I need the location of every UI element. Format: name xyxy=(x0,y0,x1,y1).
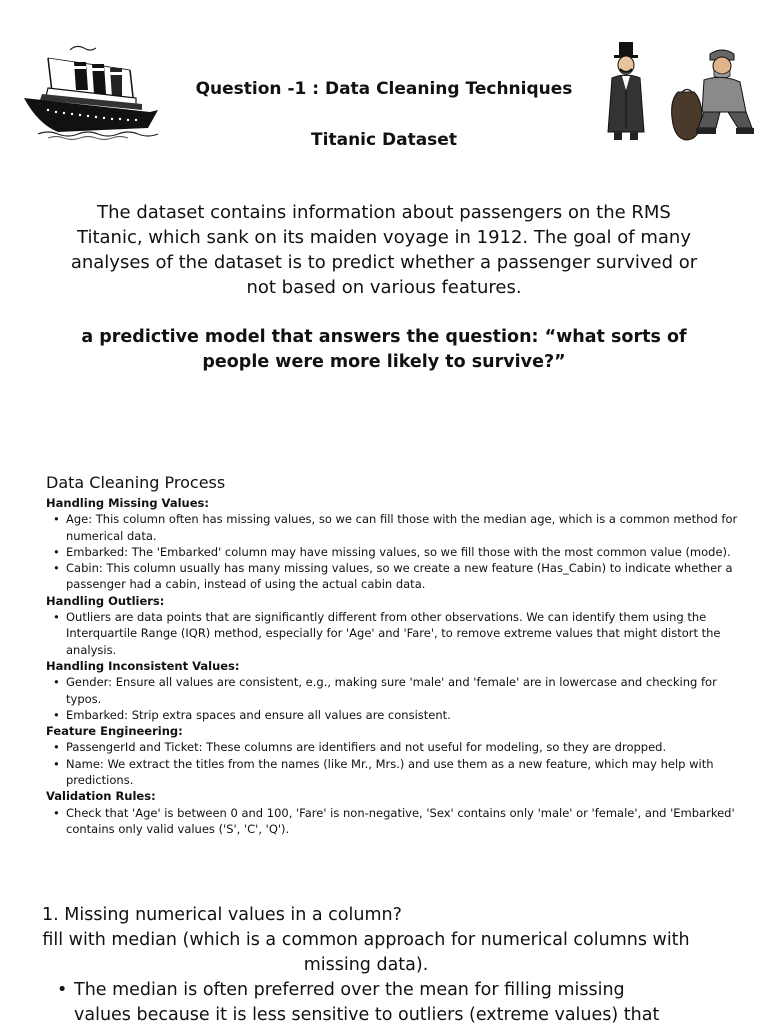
section-heading-outliers: Handling Outliers: xyxy=(46,593,165,608)
passengers-illustration xyxy=(600,40,756,144)
section-heading-feature-engineering: Feature Engineering: xyxy=(46,724,183,739)
page-title: Question -1 : Data Cleaning Techniques xyxy=(195,79,573,99)
answer-text: fill with median (which is a common approach for numerical columns with missing data). xyxy=(42,930,690,975)
question-one-answer xyxy=(42,903,722,1028)
list-item: • Gender: Ensure all values are consistent, e.g., making sure 'male' and 'female' are in lowercase and checking for typos. xyxy=(66,674,746,707)
intro-paragraph: The dataset contains information about passengers on the RMS Titanic, which sank on its maiden voyage in 1912. The goal of many analyses of the dataset is to predict whether a passenger survived or not based on various features. xyxy=(70,202,698,298)
worker-figure xyxy=(696,50,754,134)
numbered-question: 1. Missing numerical values in a column? xyxy=(42,905,402,925)
answer-bullets xyxy=(42,978,722,1028)
ship-illustration xyxy=(18,40,164,140)
list-item: • Embarked: The 'Embarked' column may have missing values, so we fill those with the most common value (mode). xyxy=(66,544,746,560)
page-subtitle: Titanic Dataset xyxy=(311,130,457,150)
validation-rules-list xyxy=(46,805,746,838)
section-heading-validation-rules: Validation Rules: xyxy=(46,789,156,804)
list-item: • PassengerId and Ticket: These columns are identifiers and not useful for modeling, so they are dropped. xyxy=(66,739,746,755)
list-item: • Outliers are data points that are significantly different from other observations. We can identify them using the Interquartile Range (IQR) method, especially for 'Age' and 'Fare', to remove extreme values that might distort the analysis. xyxy=(66,609,746,658)
list-item: • Cabin: This column usually has many missing values, so we create a new feature (Has_Cabin) to indicate whether a passenger had a cabin, instead of using the actual cabin data. xyxy=(66,560,746,593)
list-item: • The median is often preferred over the mean for filling missing values because it is less sensitive to outliers (extreme values) that xyxy=(74,978,674,1028)
section-heading-inconsistent-values: Handling Inconsistent Values: xyxy=(46,658,240,673)
list-item: • Check that 'Age' is between 0 and 100, 'Fare' is non-negative, 'Sex' contains only 'male' or 'female', and 'Embarked' contains only valid values ('S', 'C', 'Q'). xyxy=(66,805,746,838)
outliers-list xyxy=(46,609,746,658)
list-item: • Age: This column often has missing values, so we can fill those with the median age, which is a common method for numerical data. xyxy=(66,511,746,544)
inconsistent-values-list xyxy=(46,674,746,723)
key-question: a predictive model that answers the question: “what sorts of people were more likely to survive?” xyxy=(81,327,687,372)
process-title: Data Cleaning Process xyxy=(46,473,226,492)
list-item: • Embarked: Strip extra spaces and ensure all values are consistent. xyxy=(66,707,746,723)
list-item: • Name: We extract the titles from the names (like Mr., Mrs.) and use them as a new feature, which may help with predictions. xyxy=(66,756,746,789)
data-cleaning-process xyxy=(46,473,746,837)
missing-values-list xyxy=(46,511,746,592)
feature-engineering-list xyxy=(46,739,746,788)
section-heading-missing-values: Handling Missing Values: xyxy=(46,496,209,510)
